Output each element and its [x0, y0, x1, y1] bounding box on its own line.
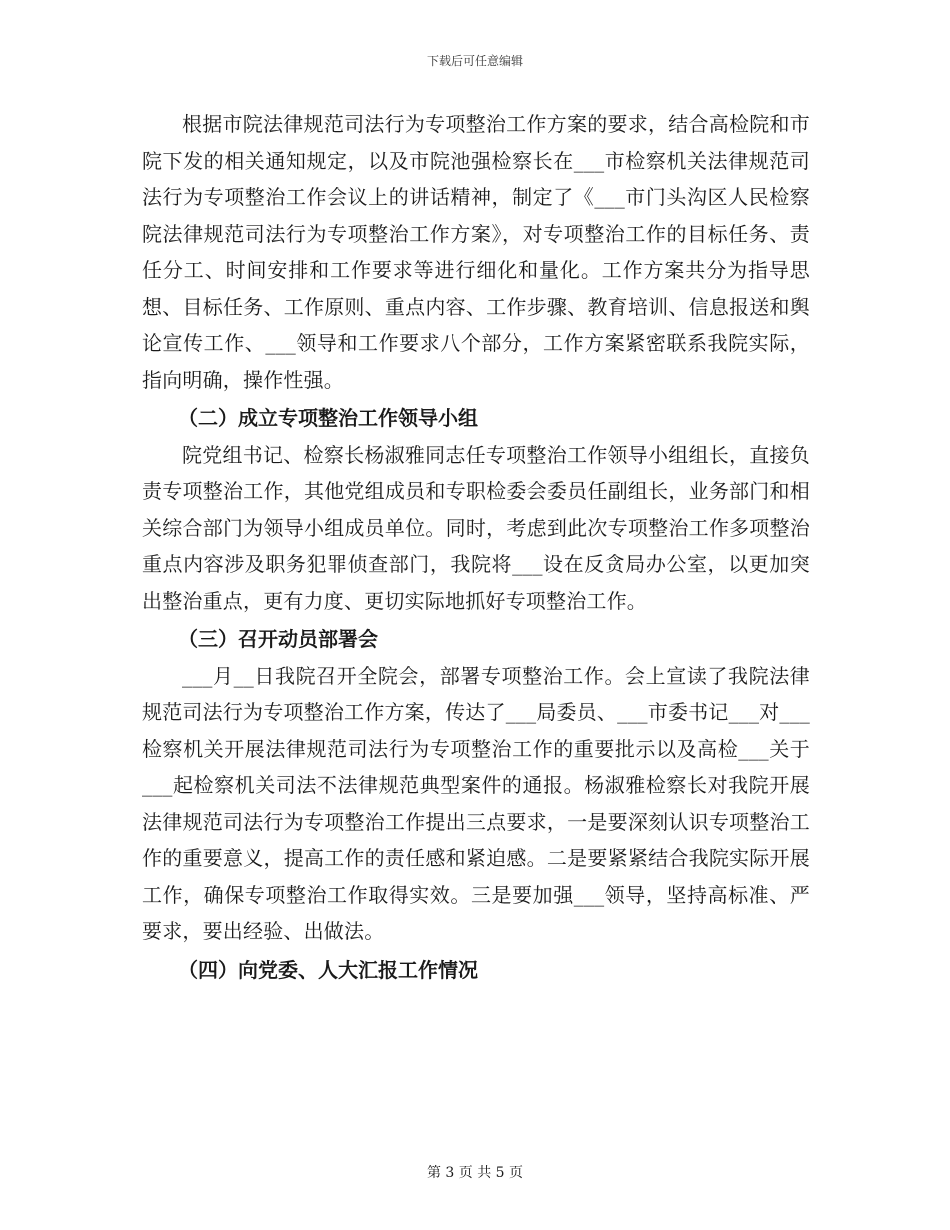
paragraph-work-plan: 根据市院法律规范司法行为专项整治工作方案的要求，结合高检院和市院下发的相关通知规定，以及市院池强检察长在___市检察机关法律规范司法行为专项整治工作会议上的讲话精神，制定了《___市门头沟区人民检察院法律规范司法行为专项整治工作方案》，对专项整治工作的目标任务、责任分工、时间安排和工作要求等进行细化和量化。工作方案共分为指导思想、目标任务、工作原则、重点内容、工作步骤、教育培训、信息报送和舆论宣传工作、___领导和工作要求八个部分，工作方案紧密联系我院实际，指向明确，操作性强。 [142, 112, 810, 392]
paragraph-leadership-group: 院党组书记、检察长杨淑雅同志任专项整治工作领导小组组长，直接负责专项整治工作，其他党组成员和专职检委会委员任副组长，业务部门和相关综合部门为领导小组成员单位。同时，考虑到此次专项整治工作多项整治重点内容涉及职务犯罪侦查部门，我院将___设在反贪局办公室，以更加突出整治重点，更有力度、更切实际地抓好专项整治工作。 [142, 442, 810, 613]
paragraph-mobilization-meeting: ___月__日我院召开全院会，部署专项整治工作。会上宣读了我院法律规范司法行为专项整治工作方案，传达了___局委员、___市委书记___对___检察机关开展法律规范司法行为专项整治工作的重要批示以及高检___关于___起检察机关司法不法律规范典型案件的通报。杨淑雅检察长对我院开展法律规范司法行为专项整治工作提出三点要求，一是要深刻认识专项整治工作的重要意义，提高工作的责任感和紧迫感。二是要紧紧结合我院实际开展工作，确保专项整治工作取得实效。三是要加强___领导，坚持高标准、严要求，要出经验、出做法。 [142, 663, 810, 943]
section-heading-2: （二）成立专项整治工作领导小组 [178, 406, 478, 430]
page-footer: 第 3 页 共 5 页 [426, 1165, 524, 1181]
section-heading-3: （三）召开动员部署会 [178, 627, 378, 651]
document-body [142, 106, 810, 988]
page-header: 下载后可任意编辑 [426, 54, 523, 68]
section-heading-4: （四）向党委、人大汇报工作情况 [178, 957, 478, 982]
